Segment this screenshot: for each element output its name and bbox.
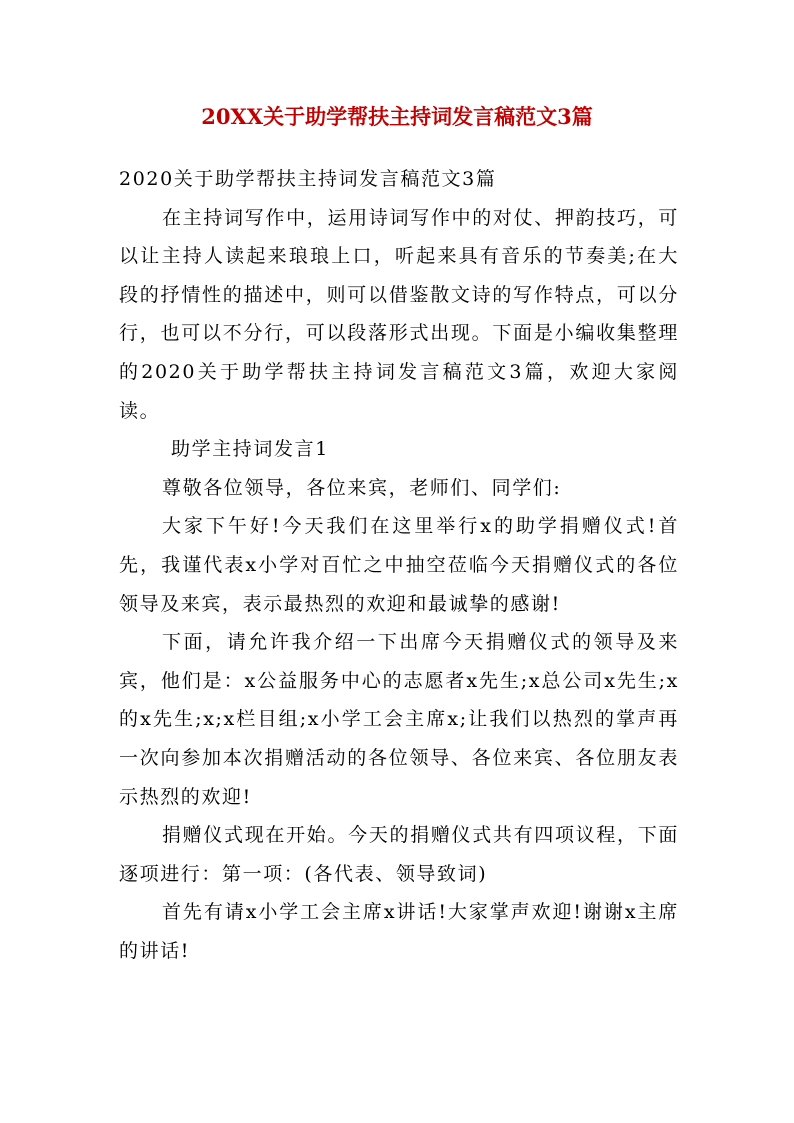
subtitle-paragraph: 2020关于助学帮扶主持词发言稿范文3篇 [119, 168, 497, 190]
section-heading: 助学主持词发言1 [171, 438, 329, 461]
agenda-paragraph: 捐赠仪式现在开始。今天的捐赠仪式共有四项议程，下面逐项进行：第一项：(各代表、领导致词) [119, 824, 679, 885]
intro-paragraph: 在主持词写作中，运用诗词写作中的对仗、押韵技巧，可以让主持人读起来琅琅上口，听起来具有音乐的节奏美;在大段的抒情性的描述中，则可以借鉴散文诗的写作特点，可以分行，也可以不分行，可以段落形式出现。下面是小编收集整理的2020关于助学帮扶主持词发言稿范文3篇，欢迎大家阅读。 [119, 206, 679, 422]
speech-paragraph: 首先有请x小学工会主席x讲话!大家掌声欢迎!谢谢x主席的讲话! [119, 901, 679, 962]
introductions-paragraph: 下面，请允许我介绍一下出席今天捐赠仪式的领导及来宾，他们是：x公益服务中心的志愿者x先生;x总公司x先生;x的x先生;x;x栏目组;x小学工会主席x;让我们以热烈的掌声再一次向参加本次捐赠活动的各位领导、各位来宾、各位朋友表示热烈的欢迎! [119, 631, 679, 808]
document-title: 20XX关于助学帮扶主持词发言稿范文3篇 [201, 104, 593, 129]
greeting-paragraph: 尊敬各位领导，各位来宾，老师们、同学们: [162, 476, 562, 499]
welcome-paragraph: 大家下午好!今天我们在这里举行x的助学捐赠仪式!首先，我谨代表x小学对百忙之中抽空莅临今天捐赠仪式的各位领导及来宾，表示最热烈的欢迎和最诚挚的感谢! [119, 515, 679, 615]
document-body [119, 160, 679, 970]
